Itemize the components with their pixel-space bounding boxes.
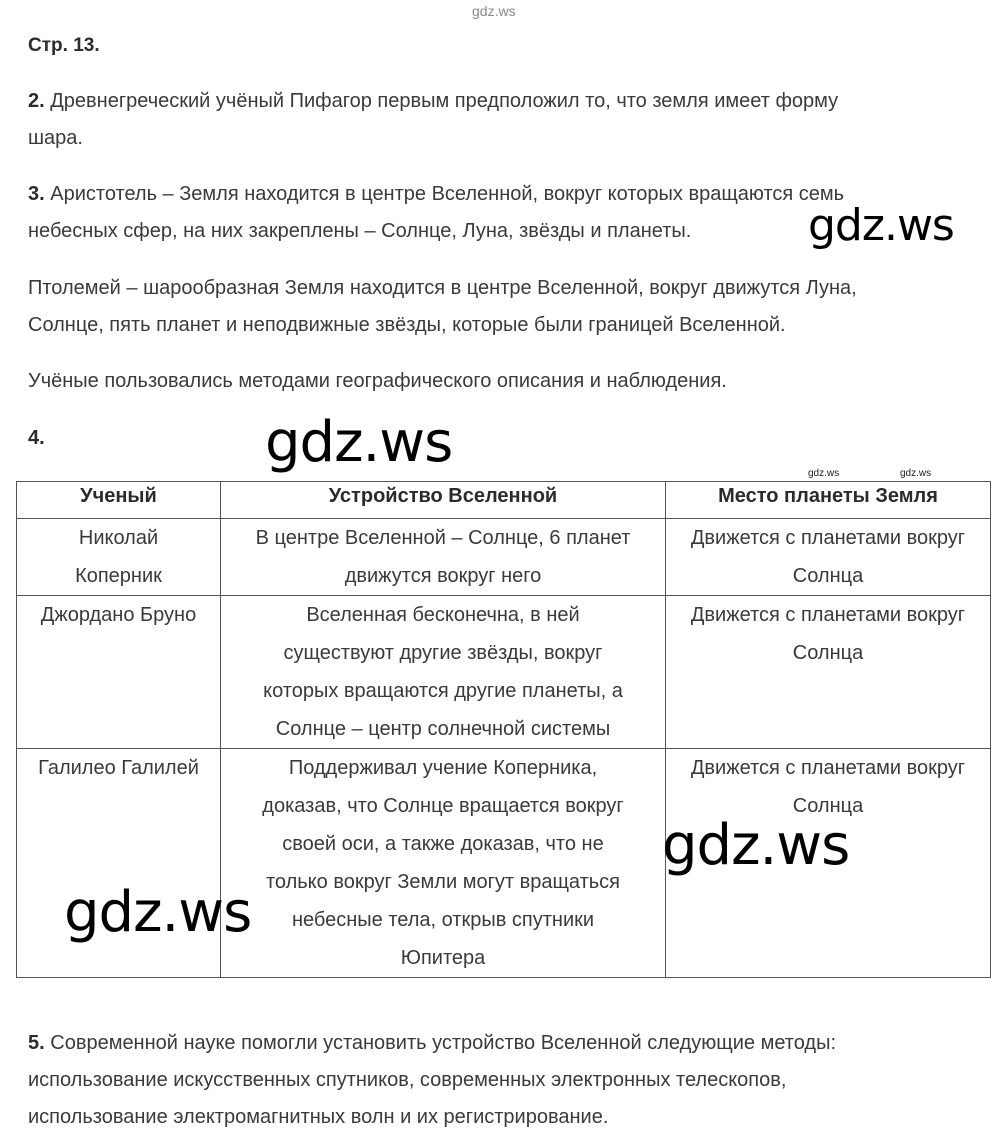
page-heading: Стр. 13. — [28, 35, 100, 56]
cell-scientist — [17, 596, 221, 749]
cell-line: Движется с планетами вокруг — [690, 604, 966, 626]
q5-line-1 — [28, 1025, 836, 1062]
cell-line: своей оси, а также доказав, что не — [282, 833, 604, 855]
cell-line: Юпитера — [400, 947, 486, 969]
watermark-top: gdz.ws — [472, 3, 516, 19]
watermark-1: gdz.ws — [808, 200, 954, 251]
cell-line: Джордано Бруно — [40, 604, 197, 626]
cell-structure — [221, 519, 666, 596]
table-row — [17, 519, 991, 596]
table-row — [17, 596, 991, 749]
cell-structure — [221, 749, 666, 978]
watermark-2: gdz.ws — [265, 410, 453, 475]
cell-line: небесные тела, открыв спутники — [291, 909, 595, 931]
cell-line: Движется с планетами вокруг — [690, 527, 966, 549]
watermark-3: gdz.ws — [662, 813, 850, 878]
q5-line-3: использование электромагнитных волн и их регистрирование. — [28, 1106, 609, 1128]
q2-line-2: шара. — [28, 127, 83, 149]
cell-structure — [221, 596, 666, 749]
header-earth-place: Место планеты Земля — [666, 482, 991, 519]
cell-line: Поддерживал учение Коперника, — [288, 757, 598, 779]
header-structure: Устройство Вселенной — [221, 482, 666, 519]
q3-paragraph-3: Учёные пользовались методами географического описания и наблюдения. — [28, 370, 727, 392]
cell-line: Солнца — [792, 795, 864, 817]
cell-line: Движется с планетами вокруг — [690, 757, 966, 779]
cell-earth — [666, 596, 991, 749]
cell-line: доказав, что Солнце вращается вокруг — [262, 795, 624, 817]
cell-line: существуют другие звёзды, вокруг — [283, 642, 603, 664]
q3-line-2: небесных сфер, на них закреплены – Солнце, Луна, звёзды и планеты. — [28, 220, 692, 242]
q3-number: 3. — [28, 183, 45, 205]
q5-line-2: использование искусственных спутников, современных электронных телескопов, — [28, 1069, 787, 1091]
cell-line: движутся вокруг него — [344, 565, 542, 587]
q3-paragraph-2-line-2: Солнце, пять планет и неподвижные звёзды, которые были границей Вселенной. — [28, 314, 786, 336]
cell-line: только вокруг Земли могут вращаться — [265, 871, 621, 893]
q2-line-1 — [28, 83, 838, 120]
watermark-small-1: gdz.ws — [808, 468, 840, 479]
header-scientist: Ученый — [17, 482, 221, 519]
cell-line: Галилео Галилей — [38, 757, 199, 779]
cell-line: Солнца — [792, 642, 864, 664]
q5-text-1: Современной науке помогли установить устройство Вселенной следующие методы: — [50, 1032, 837, 1054]
table-header-row — [17, 482, 991, 519]
q3-line-1 — [28, 176, 844, 213]
cell-line: Вселенная бесконечна, в ней — [306, 604, 580, 626]
watermark-4: gdz.ws — [64, 880, 252, 945]
cell-earth — [666, 519, 991, 596]
watermark-small-2: gdz.ws — [900, 468, 932, 479]
q5-number: 5. — [28, 1032, 45, 1054]
cell-line: Николай — [78, 527, 159, 549]
q3-paragraph-2-line-1: Птолемей – шарообразная Земля находится в центре Вселенной, вокруг движутся Луна, — [28, 277, 857, 299]
cell-scientist — [17, 519, 221, 596]
q4-number: 4. — [28, 427, 45, 449]
cell-line: Солнца — [792, 565, 864, 587]
cell-line: Коперник — [75, 565, 162, 587]
cell-line: В центре Вселенной – Солнце, 6 планет — [255, 527, 631, 549]
q3-text-1: Аристотель – Земля находится в центре Вселенной, вокруг которых вращаются семь — [50, 183, 845, 205]
q2-number: 2. — [28, 90, 45, 112]
q2-text-1: Древнегреческий учёный Пифагор первым предположил то, что земля имеет форму — [50, 90, 839, 112]
cell-line: которых вращаются другие планеты, а — [263, 680, 623, 702]
cell-line: Солнце – центр солнечной системы — [275, 718, 611, 740]
